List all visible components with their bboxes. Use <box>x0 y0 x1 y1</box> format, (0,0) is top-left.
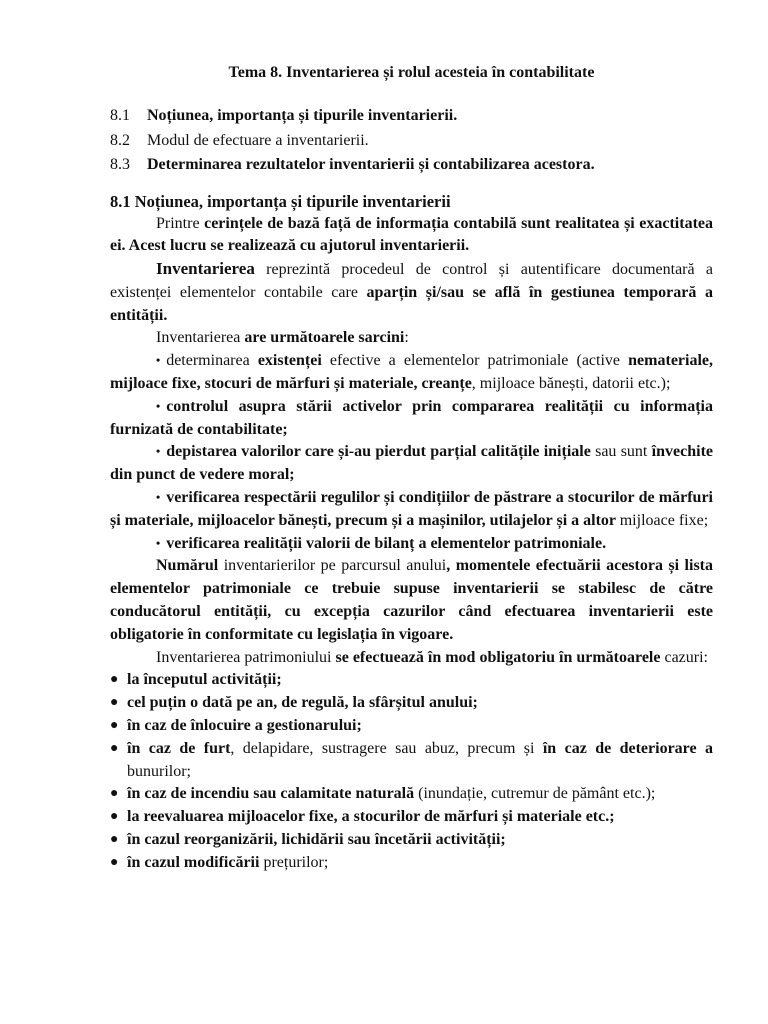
bullet-icon: ● <box>110 854 119 870</box>
cases-list <box>110 669 713 874</box>
number-paragraph: Numărul inventarierilor pe parcursul anului, momentele efectuării acestora și lista elementelor patrimoniale ce trebuie supuse inventarierii se stabilesc de către conducătorul entității, cu excepția cazurilor când efectuarea inventarierii este obligatorie în conformitate cu legislația în vigoare. <box>110 557 714 643</box>
toc-number: 8.2 <box>110 131 130 149</box>
table-of-contents <box>110 104 713 178</box>
intro-paragraph: Printre cerințele de bază față de informația contabilă sunt realitatea și exactitatea ei. Acest lucru se realizează cu ajutorul inventarierii. <box>110 214 714 255</box>
toc-item <box>110 104 713 129</box>
toc-number: 8.1 <box>110 107 130 124</box>
list-item: ● în cazul modificării prețurilor; <box>127 852 713 875</box>
list-item: ● la începutul activității; <box>127 669 713 692</box>
definition-paragraph: Inventarierea reprezintă procedeul de control și autentificare documentară a existenței elementelor contabile care aparțin și/sau se află în gestiunea temporară a entității. <box>110 259 713 324</box>
list-item: • depistarea valorilor care și-au pierdut parțial calitățile inițiale sau sunt învechite din punct de vedere moral; <box>110 443 713 484</box>
cases-intro: Inventarierea patrimoniului se efectuează în mod obligatoriu în următoarele cazuri: <box>156 648 708 666</box>
bullet-icon: ● <box>110 786 119 802</box>
list-item: • verificarea respectării regulilor și condițiilor de păstrare a stocurilor de mărfuri și materiale, mijloacelor bănești, precum și a mașinilor, utilajelor și a altor mijloace fixe; <box>110 489 713 529</box>
bullet-icon: ● <box>110 672 119 688</box>
toc-item <box>110 129 713 154</box>
tasks-intro: Inventarierea are următoarele sarcini: <box>156 329 409 347</box>
list-item: ● cel puțin o dată pe an, de regulă, la sfârșitul anului; <box>127 692 713 715</box>
toc-text: Modul de efectuare a inventarierii. <box>147 131 369 149</box>
bullet-icon: • <box>156 535 161 550</box>
toc-text: Determinarea rezultatelor inventarierii și contabilizarea acestora. <box>147 156 595 173</box>
list-item: ● în cazul reorganizării, lichidării sau încetării activității; <box>127 829 713 852</box>
bullet-icon: ● <box>110 832 119 848</box>
section-heading: 8.1 Noțiunea, importanța și tipurile inventarierii <box>110 191 451 211</box>
list-item: ● în caz de înlocuire a gestionarului; <box>127 715 713 738</box>
document-title: Tema 8. Inventarierea și rolul acesteia în contabilitate <box>228 64 595 81</box>
bullet-icon: ● <box>110 695 119 711</box>
defined-term: Inventarierea <box>156 259 255 279</box>
bullet-icon: ● <box>110 740 119 756</box>
list-item: • determinarea existenței efective a elementelor patrimoniale (active nemateriale, mijloace fixe, stocuri de mărfuri și materiale, creanțe, mijloace bănești, datorii etc.); <box>110 352 714 393</box>
bullet-icon: • <box>156 490 161 505</box>
list-item: ● în caz de incendiu sau calamitate naturală (inundație, cutremur de pământ etc.); <box>127 783 713 806</box>
list-item: ● în caz de furt, delapidare, sustragere sau abuz, precum și în caz de deteriorare a bunurilor; <box>110 739 713 780</box>
list-item: ● la reevaluarea mijloacelor fixe, a stocurilor de mărfuri și materiale etc.; <box>127 806 713 829</box>
toc-text: Noțiunea, importanța și tipurile inventarierii. <box>147 107 458 124</box>
tasks-list <box>110 350 713 555</box>
toc-number: 8.3 <box>110 156 130 173</box>
toc-item <box>110 153 713 178</box>
bullet-icon: • <box>156 353 161 368</box>
bullet-icon: • <box>156 444 161 459</box>
list-item: • controlul asupra stării activelor prin compararea realității cu informația furnizată de contabilitate; <box>110 397 713 438</box>
bullet-icon: ● <box>110 718 119 734</box>
list-item: • verificarea realității valorii de bilanț a elementelor patrimoniale. <box>156 534 607 552</box>
bullet-icon: ● <box>110 809 119 825</box>
bullet-icon: • <box>156 398 161 413</box>
